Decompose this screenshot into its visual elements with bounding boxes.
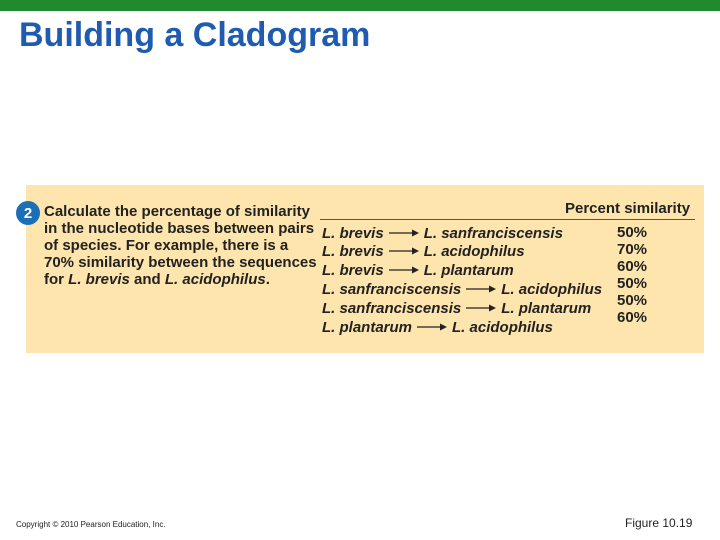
species-from: L. sanfranciscensis bbox=[322, 280, 462, 298]
species-to: L. plantarum bbox=[501, 299, 592, 317]
species-pair-row bbox=[322, 299, 591, 317]
arrow-right-icon bbox=[416, 322, 448, 332]
top-accent-bar bbox=[0, 0, 720, 11]
percent-similarity-header: Percent similarity bbox=[565, 200, 691, 217]
percent-value: 50% bbox=[617, 224, 648, 241]
instruction-text: Calculate the percentage of similarity in the nucleotide bases between pairs of species. For example, there is a 70% similarity between the sequences for bbox=[44, 203, 317, 288]
percent-value: 60% bbox=[617, 309, 648, 326]
figure-number: Figure 10.19 bbox=[625, 516, 693, 530]
instruction-species-a: L. brevis bbox=[68, 271, 130, 288]
species-pair-row bbox=[322, 318, 553, 336]
instruction-species-b: L. acidophilus bbox=[164, 271, 266, 288]
species-pair-row bbox=[322, 280, 602, 298]
header-divider bbox=[320, 219, 695, 220]
instruction-end: . bbox=[265, 271, 270, 288]
arrow-right-icon bbox=[465, 303, 497, 313]
copyright-notice: Copyright © 2010 Pearson Education, Inc. bbox=[16, 520, 166, 529]
step-instruction bbox=[44, 203, 322, 288]
species-from: L. brevis bbox=[322, 261, 384, 279]
species-pair-row bbox=[322, 261, 514, 279]
arrow-right-icon bbox=[465, 284, 497, 294]
step-number-badge: 2 bbox=[16, 201, 40, 225]
species-to: L. acidophilus bbox=[452, 318, 553, 336]
species-pair-row bbox=[322, 242, 525, 260]
species-to: L. plantarum bbox=[423, 261, 514, 279]
species-pair-row bbox=[322, 224, 563, 242]
species-from: L. brevis bbox=[322, 242, 384, 260]
percent-value: 60% bbox=[617, 258, 648, 275]
instruction-connector: and bbox=[129, 271, 165, 288]
percent-value: 70% bbox=[617, 241, 648, 258]
species-to: L. sanfranciscensis bbox=[423, 224, 563, 242]
arrow-right-icon bbox=[388, 228, 420, 238]
species-from: L. plantarum bbox=[322, 318, 413, 336]
species-from: L. brevis bbox=[322, 224, 384, 242]
arrow-right-icon bbox=[388, 246, 420, 256]
slide-title: Building a Cladogram bbox=[19, 16, 371, 54]
species-to: L. acidophilus bbox=[423, 242, 525, 260]
percent-value: 50% bbox=[617, 292, 648, 309]
arrow-right-icon bbox=[388, 265, 420, 275]
species-to: L. acidophilus bbox=[501, 280, 603, 298]
percent-value: 50% bbox=[617, 275, 648, 292]
species-from: L. sanfranciscensis bbox=[322, 299, 462, 317]
